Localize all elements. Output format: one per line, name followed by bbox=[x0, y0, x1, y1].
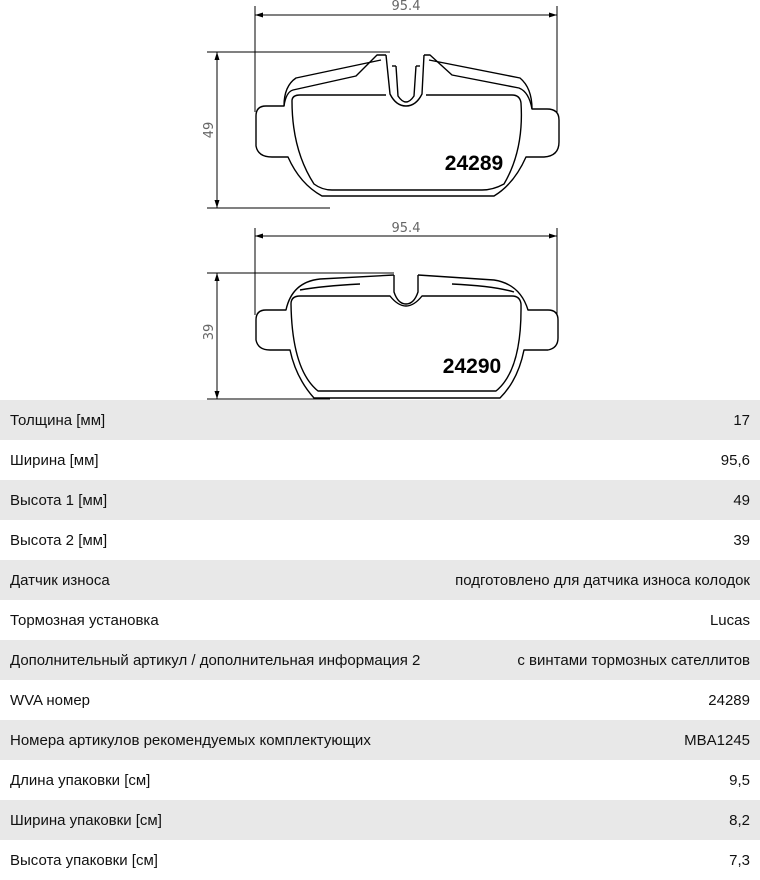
spec-label: Длина упаковки [см] bbox=[10, 771, 151, 789]
spec-label: Высота 1 [мм] bbox=[10, 491, 108, 509]
spec-row-height-1 bbox=[0, 480, 760, 520]
spec-row-height-2 bbox=[0, 520, 760, 560]
spec-row-thickness bbox=[0, 400, 760, 440]
pad-bottom-width-dimension bbox=[255, 228, 557, 315]
spec-value: 24289 bbox=[708, 691, 750, 709]
spec-row-width bbox=[0, 440, 760, 480]
spec-label: Номера артикулов рекомендуемых комплектующих bbox=[10, 731, 371, 749]
spec-label: Тормозная установка bbox=[10, 611, 159, 629]
spec-label: Датчик износа bbox=[10, 571, 110, 589]
pad-top-width-dimension bbox=[255, 6, 557, 112]
pad-top-width-label: 95.4 bbox=[391, 0, 421, 14]
spec-row-recommended-articles bbox=[0, 720, 760, 760]
pad-top-height-label: 49 bbox=[202, 121, 217, 139]
spec-value: 95,6 bbox=[720, 451, 750, 469]
spec-row-package-width bbox=[0, 800, 760, 840]
spec-label: Дополнительный артикул / дополнительная информация 2 bbox=[10, 651, 421, 669]
spec-value: MBA1245 bbox=[684, 731, 750, 749]
specifications-table bbox=[0, 400, 760, 880]
spec-label: Толщина [мм] bbox=[10, 411, 106, 429]
spec-value: 17 bbox=[733, 411, 750, 429]
spec-value: 9,5 bbox=[729, 771, 750, 789]
spec-row-additional-info bbox=[0, 640, 760, 680]
spec-value: 7,3 bbox=[729, 851, 750, 869]
spec-value: подготовлено для датчика износа колодок bbox=[455, 571, 750, 589]
spec-row-brake-system bbox=[0, 600, 760, 640]
spec-row-package-length bbox=[0, 760, 760, 800]
pad-bottom-height-label: 39 bbox=[202, 323, 217, 341]
pad-bottom-drawing bbox=[202, 221, 558, 399]
spec-value: 49 bbox=[733, 491, 750, 509]
pad-top-part-number: 24289 bbox=[444, 152, 504, 175]
pad-top-outline bbox=[256, 55, 559, 196]
spec-label: Ширина [мм] bbox=[10, 451, 99, 469]
spec-value: Lucas bbox=[709, 611, 750, 629]
spec-value: с винтами тормозных сателлитов bbox=[517, 651, 750, 669]
spec-label: Высота 2 [мм] bbox=[10, 531, 108, 549]
pad-bottom-part-number: 24290 bbox=[442, 355, 502, 378]
pad-top-drawing bbox=[202, 0, 559, 208]
spec-label: Ширина упаковки [см] bbox=[10, 811, 162, 829]
pad-top-height-dimension bbox=[207, 52, 390, 208]
spec-row-package-height bbox=[0, 840, 760, 880]
pad-bottom-outline bbox=[256, 275, 558, 398]
spec-label: Высота упаковки [см] bbox=[10, 851, 158, 869]
spec-row-wva-number bbox=[0, 680, 760, 720]
brake-pad-technical-drawing bbox=[0, 0, 760, 400]
spec-row-wear-sensor bbox=[0, 560, 760, 600]
spec-value: 39 bbox=[733, 531, 750, 549]
spec-label: WVA номер bbox=[10, 691, 91, 709]
spec-value: 8,2 bbox=[729, 811, 750, 829]
pad-bottom-width-label: 95.4 bbox=[391, 221, 421, 236]
